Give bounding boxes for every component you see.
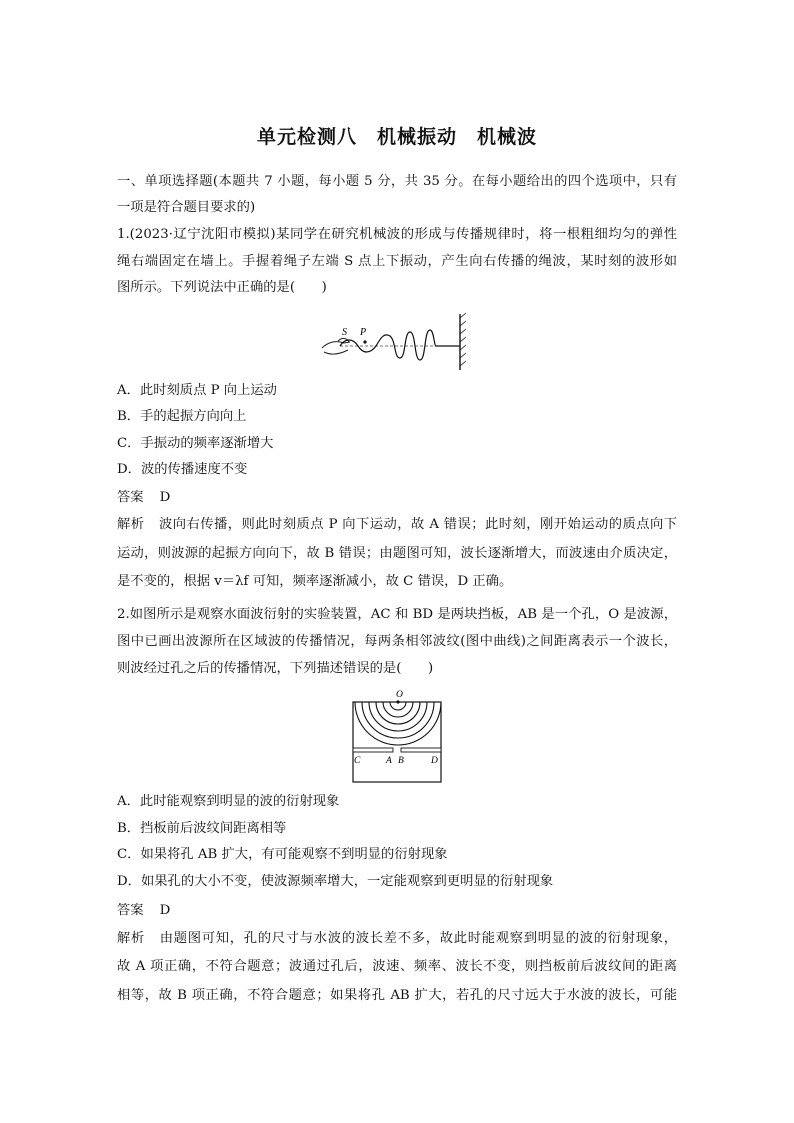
section-heading-line-2: 一项是符合题目要求的) [117,200,256,215]
hand-icon [322,342,350,355]
q1-analysis-text-1: 波向右传播，则此时刻质点 P 向下运动，故 A 错误；此时刻，刚开始运动的质点向下 [158,517,677,532]
label-c: C [354,756,361,766]
q2-stem-line-2: 图中已画出波源所在区域波的传播情况，每两条相邻波纹(图中曲线)之间距离表示一个波长， [117,634,677,649]
label-b: B [398,756,404,766]
q1-analysis-line-1 [117,516,677,534]
q1-option-b: B．手的起振方向向上 [117,409,247,424]
q2-option-b: B．挡板前后波纹间距离相等 [117,821,287,836]
q1-answer-label: 答案 [117,490,144,505]
q2-option-d: D．如果孔的大小不变，使波源频率增大，一定能观察到更明显的衍射现象 [117,874,554,889]
q2-diffraction-figure [348,688,448,786]
q2-option-c: C．如果将孔 AB 扩大，有可能观察不到明显的衍射现象 [117,847,448,862]
q2-option-a: A．此时能观察到明显的波的衍射现象 [117,794,340,809]
q1-answer-value: D [159,490,171,505]
q2-analysis-line-3: 相等，故 B 项正确，不符合题意；如果将孔 AB 扩大，若孔的尺寸远大于水波的波长，可能 [117,988,677,1003]
label-s: S [342,327,347,338]
q2-analysis-text-1: 由题图可知，孔的尺寸与水波的波长差不多，故此时能观察到明显的波的衍射现象， [159,931,677,946]
q1-analysis-line-2: 运动，则波源的起振方向向下，故 B 错误；由题图可知，波长逐渐增大，而波速由介质决定， [117,546,677,561]
q2-stem-line-3: 则波经过孔之后的传播情况，下列描述错误的是( ) [117,661,434,676]
q1-stem-line-2: 绳右端固定在墙上。手握着绳子左端 S 点上下振动，产生向右传播的绳波，某时刻的波形如 [117,254,677,269]
page-title: 单元检测八 机械振动 机械波 [256,126,537,148]
label-o: O [396,690,403,700]
baffle-ac [353,748,393,752]
wave-source-o [396,700,399,703]
label-p: P [360,327,367,338]
q1-stem-line-3: 图所示。下列说法中正确的是( ) [117,280,327,295]
q1-rope-wave-figure [318,312,478,374]
q2-answer-value: D [159,903,171,918]
q1-stem-line-1: 1.(2023·辽宁沈阳市模拟)某同学在研究机械波的形成与传播规律时，将一根粗细均匀的弹性 [117,227,677,242]
q2-answer-label: 答案 [117,903,144,918]
baffle-bd [401,748,441,752]
label-a: A [386,756,392,766]
q2-analysis-line-2: 故 A 项正确，不符合题意；波通过孔后，波速、频率、波长不变，则挡板前后波纹间的距离 [117,959,677,974]
q2-analysis-line-1 [117,930,677,948]
section-heading-line-1: 一、单项选择题(本题共 7 小题，每小题 5 分，共 35 分。在每小题给出的四个选项中，只有 [117,174,677,189]
water-tank [353,702,441,782]
q1-option-a: A．此时刻质点 P 向上运动 [117,383,277,398]
rope-wave [340,330,436,360]
q1-option-d: D．波的传播速度不变 [117,462,248,477]
q1-answer-row [117,489,170,507]
q1-analysis-line-3: 是不变的，根据 v＝λf 可知，频率逐渐减小，故 C 错误，D 正确。 [117,574,513,589]
q2-answer-row [117,902,170,920]
q2-analysis-label: 解析 [117,931,145,946]
wave-fronts [355,702,441,745]
q1-option-c: C．手振动的频率逐渐增大 [117,436,274,451]
q1-analysis-label: 解析 [117,517,145,532]
label-d: D [431,756,438,766]
point-p [363,340,366,343]
q2-stem-line-1: 2.如图所示是观察水面波衍射的实验装置，AC 和 BD 是两块挡板，AB 是一个孔，O 是波源， [117,607,677,622]
